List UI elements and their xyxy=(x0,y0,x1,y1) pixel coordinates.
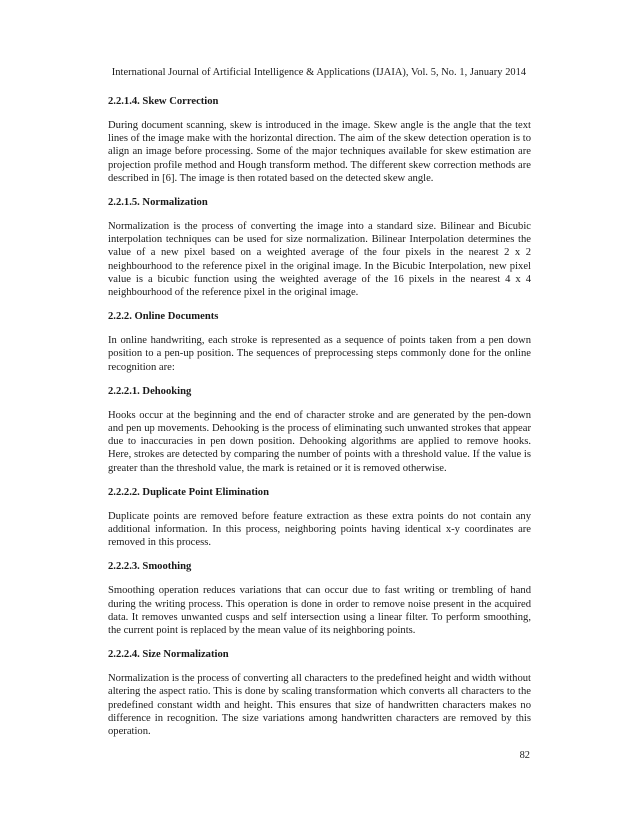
running-header: International Journal of Artificial Intelligence & Applications (IJAIA), Vol. 5, No. 1, January 2014 xyxy=(111,67,527,78)
section-paragraph-smoothing: Smoothing operation reduces variations that can occur due to fast writing or trembling of hand during the writing process. This operation is done in order to remove noise present in the acquired data. It removes unwanted cusps and self intersection using a linear filter. To perform smoothing, the current point is replaced by the mean value of its neighboring points. xyxy=(108,585,531,637)
body-text xyxy=(108,95,531,749)
section-paragraph-online-documents: In online handwriting, each stroke is represented as a sequence of points taken from a pen down position to a pen-up position. The sequences of preprocessing steps commonly done for the online recognition are: xyxy=(108,335,531,373)
section-paragraph-dehooking: Hooks occur at the beginning and the end of character stroke and are generated by the pen-down and pen up movements. Dehooking is the process of eliminating such unwanted strokes that appear due to inaccuracies in pen down position. Dehooking algorithms are applied to remove hooks. Here, strokes are detected by comparing the number of points with a threshold value. If the value is greater than the threshold value, the mark is retained or it is removed otherwise. xyxy=(108,409,531,474)
section-paragraph-size-normalization: Normalization is the process of converting all characters to the predefined height and width without altering the aspect ratio. This is done by scaling transformation which converts all characters to the predefined constant width and height. This ensures that size of handwritten characters makes no difference in recognition. The size variations among handwritten characters are removed by this operation. xyxy=(108,673,531,738)
section-paragraph-skew-correction: During document scanning, skew is introduced in the image. Skew angle is the angle that the text lines of the image make with the horizontal direction. The aim of the skew detection operation is to align an image before processing. Some of the major techniques available for skew estimation are projection profile method and Hough transform method. The different skew correction methods are described in [6]. The image is then rotated based on the detected skew angle. xyxy=(108,120,531,184)
section-paragraph-normalization: Normalization is the process of converting the image into a standard size. Bilinear and Bicubic interpolation techniques can be used for size normalization. Bilinear Interpolation determines the value of a new pixel based on a weighted average of the four pixels in the nearest 2 x 2 neighbourhood to the reference pixel in the original image. In the Bicubic Interpolation, new pixel value is a bicubic function using the weighted average of the 16 pixels in the nearest 4 x 4 neighbourhood of the reference pixel in the original image. xyxy=(108,221,531,299)
page-number: 82 xyxy=(519,750,530,761)
section-heading-dehooking: 2.2.2.1. Dehooking xyxy=(108,385,192,397)
section-paragraph-duplicate-point-elimination: Duplicate points are removed before feature extraction as these extra points do not contain any additional information. In this process, neighboring points having identical x-y coordinates are removed in this process. xyxy=(108,510,531,549)
section-heading-duplicate-point-elimination: 2.2.2.2. Duplicate Point Elimination xyxy=(108,486,269,498)
section-heading-online-documents: 2.2.2. Online Documents xyxy=(108,311,219,323)
section-heading-skew-correction: 2.2.1.4. Skew Correction xyxy=(108,96,219,107)
section-heading-smoothing: 2.2.2.3. Smoothing xyxy=(108,561,192,573)
section-heading-size-normalization: 2.2.2.4. Size Normalization xyxy=(108,649,229,661)
section-heading-normalization: 2.2.1.5. Normalization xyxy=(108,197,208,209)
